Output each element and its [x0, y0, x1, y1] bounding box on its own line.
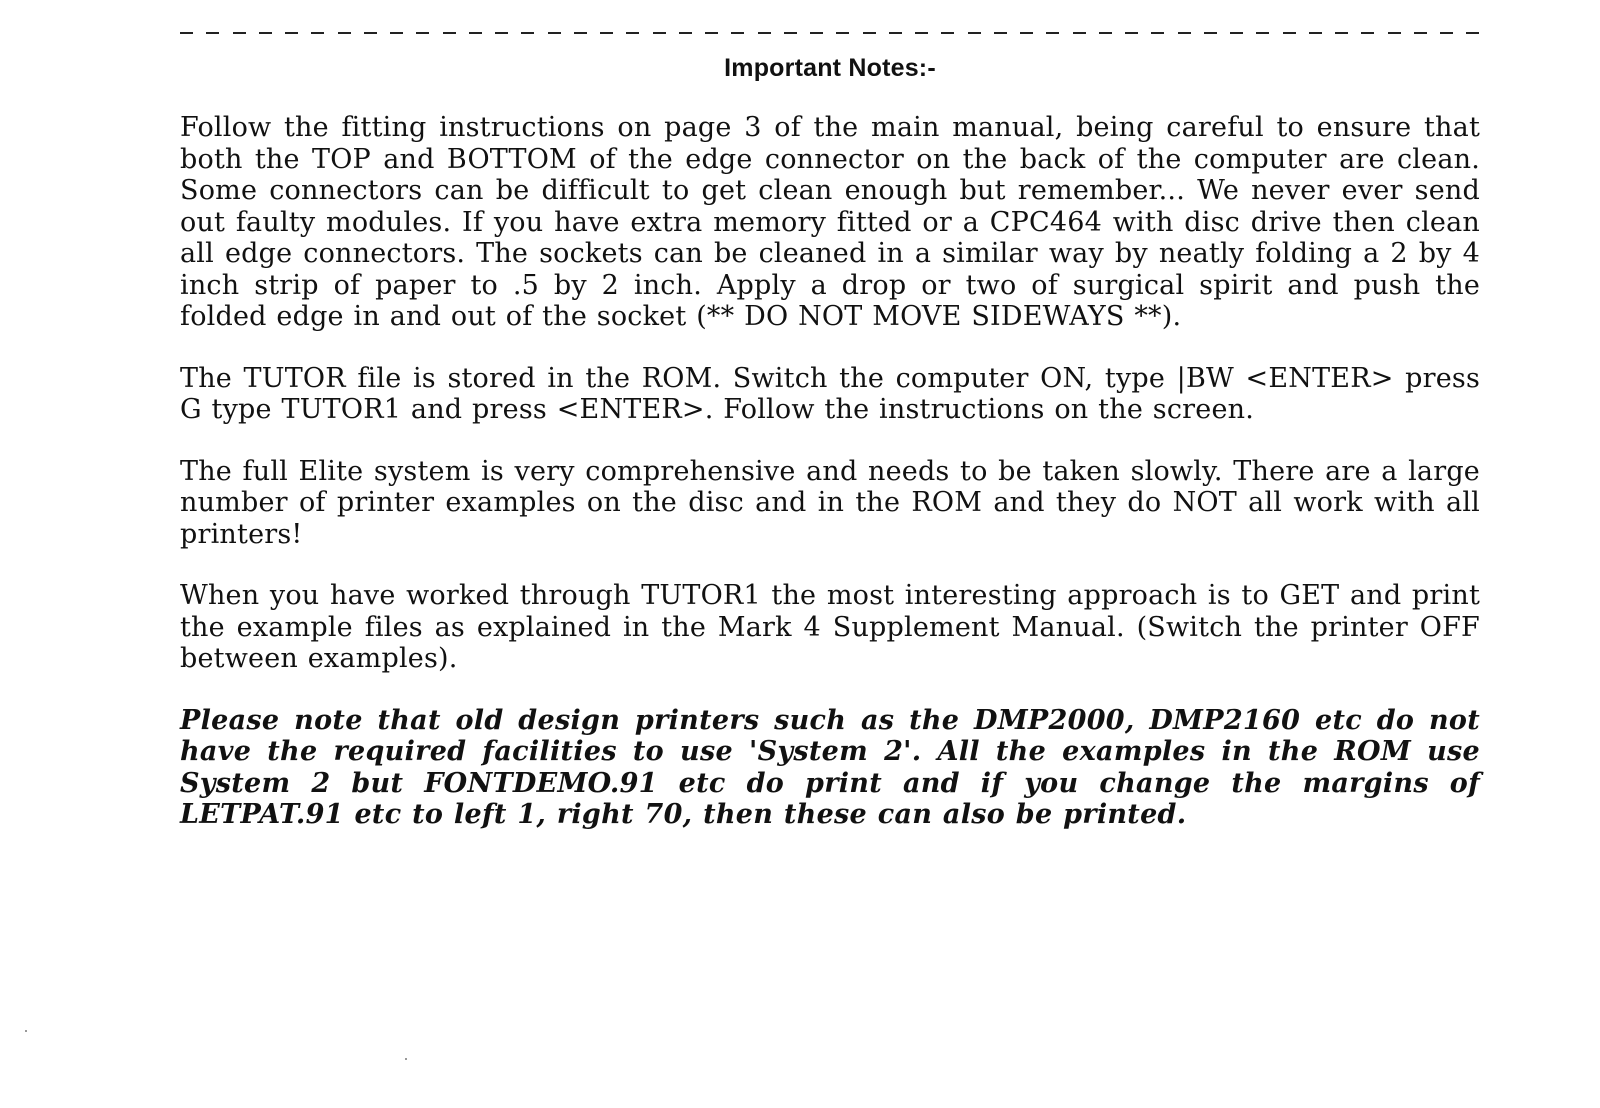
dash-segment	[521, 32, 534, 34]
dash-segment	[416, 32, 429, 34]
dash-segment	[311, 32, 324, 34]
dash-segment	[1361, 32, 1374, 34]
dash-segment	[653, 32, 666, 34]
dash-segment	[600, 32, 613, 34]
dash-segment	[390, 32, 403, 34]
dash-segment	[679, 32, 692, 34]
dash-segment	[548, 32, 561, 34]
dash-segment	[1466, 32, 1479, 34]
dash-segment	[626, 32, 639, 34]
dash-segment	[1283, 32, 1296, 34]
dash-segment	[810, 32, 823, 34]
dash-segment	[1099, 32, 1112, 34]
dash-segment	[1440, 32, 1453, 34]
scan-speck	[405, 1058, 407, 1060]
dash-segment	[1414, 32, 1427, 34]
dash-segment	[994, 32, 1007, 34]
paragraph-example-files: When you have worked through TUTOR1 the most interesting approach is to GET and print the example files as explained in the Mark 4 Supplement Manual. (Switch the printer OFF between examples).	[180, 580, 1480, 674]
dash-segment	[1230, 32, 1243, 34]
dash-segment	[469, 32, 482, 34]
dash-segment	[836, 32, 849, 34]
dash-segment	[889, 32, 902, 34]
dash-segment	[233, 32, 246, 34]
dash-segment	[1073, 32, 1086, 34]
printer-compatibility-note: Please note that old design printers such as the DMP2000, DMP2160 etc do not have the required facilities to use 'System 2'. All the examples in the ROM use System 2 but FONTDEMO.91 etc do print and if you change the margins of LETPAT.91 etc to left 1, right 70, then these can also be printed.	[180, 704, 1480, 830]
dash-segment	[705, 32, 718, 34]
dash-segment	[758, 32, 771, 34]
document-page	[180, 14, 1480, 1104]
dashed-separator	[180, 14, 1480, 48]
dash-segment	[1256, 32, 1269, 34]
dash-segment	[863, 32, 876, 34]
dash-segment	[338, 32, 351, 34]
dash-segment	[1125, 32, 1138, 34]
section-heading: Important Notes:-	[724, 54, 936, 82]
dash-segment	[915, 32, 928, 34]
dash-segment	[784, 32, 797, 34]
paragraph-fitting-instructions: Follow the fitting instructions on page 3 of the main manual, being careful to ensure that both the TOP and BOTTOM of the edge connector on the back of the computer are clean. Some connectors can be difficult to get clean enough but remember... We never ever send out faulty modules. If you have extra memory fitted or a CPC464 with disc drive then clean all edge connectors. The sockets can be cleaned in a similar way by neatly folding a 2 by 4 inch strip of paper to .5 by 2 inch. Apply a drop or two of surgical spirit and push the folded edge in and out of the socket (** DO NOT MOVE SIDEWAYS **).	[180, 112, 1480, 332]
dash-segment	[1309, 32, 1322, 34]
paragraph-elite-system: The full Elite system is very comprehensive and needs to be taken slowly. There are a large number of printer examples on the disc and in the ROM and they do NOT all work with all printers!	[180, 455, 1480, 550]
dash-segment	[443, 32, 456, 34]
dash-segment	[1046, 32, 1059, 34]
dash-segment	[364, 32, 377, 34]
scan-speck	[25, 1030, 27, 1032]
dash-segment	[285, 32, 298, 34]
dash-segment	[574, 32, 587, 34]
dash-segment	[1020, 32, 1033, 34]
dash-segment	[206, 32, 219, 34]
paragraph-tutor-file: The TUTOR file is stored in the ROM. Switch the computer ON, type |BW <ENTER> press G type TUTOR1 and press <ENTER>. Follow the instructions on the screen.	[180, 362, 1480, 425]
dash-segment	[1335, 32, 1348, 34]
dash-segment	[259, 32, 272, 34]
dash-segment	[180, 32, 193, 34]
dash-segment	[731, 32, 744, 34]
dash-segment	[1204, 32, 1217, 34]
dash-segment	[1151, 32, 1164, 34]
dash-segment	[968, 32, 981, 34]
dash-segment	[495, 32, 508, 34]
dash-segment	[941, 32, 954, 34]
dash-segment	[1388, 32, 1401, 34]
dash-segment	[1178, 32, 1191, 34]
